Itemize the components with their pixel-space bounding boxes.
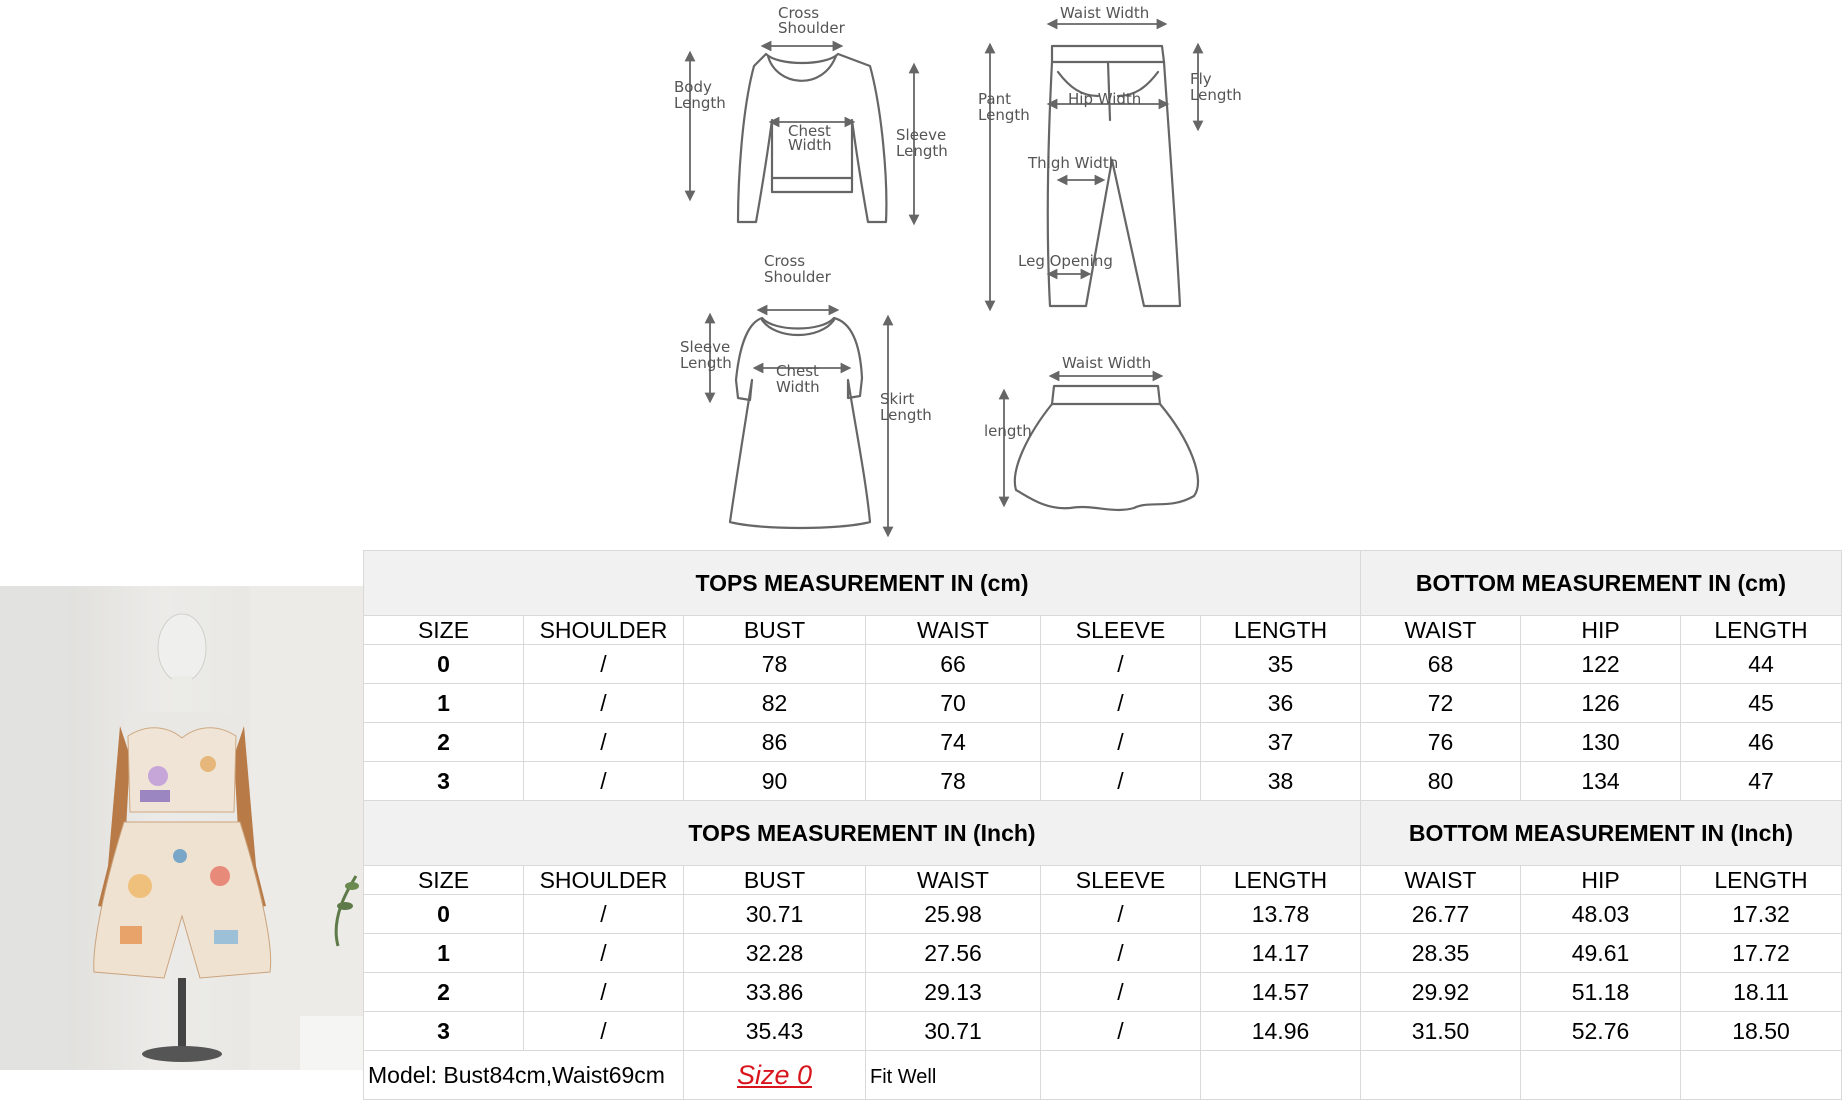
dress-sleeve-length-label-2: Length — [680, 354, 732, 372]
table-cell: 30.71 — [866, 1012, 1041, 1051]
skirt-sketch — [984, 354, 1198, 510]
table-cell: 18.11 — [1681, 973, 1842, 1012]
size-cell: 3 — [364, 1012, 524, 1051]
table-cell: 25.98 — [866, 895, 1041, 934]
size-cell: 0 — [364, 645, 524, 684]
leg-opening-label: Leg Opening — [1018, 252, 1113, 270]
body-length-label-2: Length — [674, 94, 726, 112]
table-cell: 13.78 — [1201, 895, 1361, 934]
chest-width-label: Chest — [788, 122, 831, 140]
size-cell: 2 — [364, 723, 524, 762]
size-cell: 1 — [364, 684, 524, 723]
table-cell: 26.77 — [1361, 895, 1521, 934]
inch-table-header — [364, 801, 1842, 866]
size-cell: 0 — [364, 895, 524, 934]
table-cell: 76 — [1361, 723, 1521, 762]
empty-cell — [1521, 1051, 1681, 1100]
table-cell: 74 — [866, 723, 1041, 762]
column-header: HIP — [1521, 866, 1681, 895]
column-header: LENGTH — [1681, 866, 1842, 895]
table-cell: 35.43 — [684, 1012, 866, 1051]
pant-length-label-2: Length — [978, 106, 1030, 124]
table-cell: 37 — [1201, 723, 1361, 762]
skirt-length-short-label: length — [984, 422, 1032, 440]
table-cell: 90 — [684, 762, 866, 801]
table-cell: 46 — [1681, 723, 1842, 762]
table-cell: 29.13 — [866, 973, 1041, 1012]
table-cell: 52.76 — [1521, 1012, 1681, 1051]
table-row — [364, 645, 1842, 684]
table-row — [364, 723, 1842, 762]
column-header: SLEEVE — [1041, 616, 1201, 645]
table-cell: 66 — [866, 645, 1041, 684]
table-row — [364, 1012, 1842, 1051]
column-header: HIP — [1521, 616, 1681, 645]
table-cell: 68 — [1361, 645, 1521, 684]
bottom-inch-title: BOTTOM MEASUREMENT IN (Inch) — [1361, 801, 1842, 866]
chest-width-label-2: Width — [788, 136, 832, 154]
table-cell: / — [524, 645, 684, 684]
skirt-length-label: Skirt — [880, 390, 915, 408]
mannequin-outfit-photo — [0, 586, 363, 1070]
table-cell: 70 — [866, 684, 1041, 723]
waist-width-label: Waist Width — [1060, 4, 1150, 22]
table-cell: / — [1041, 684, 1201, 723]
mannequin-illustration — [0, 586, 363, 1070]
table-cell: 86 — [684, 723, 866, 762]
column-header: SHOULDER — [524, 616, 684, 645]
table-cell: 27.56 — [866, 934, 1041, 973]
table-cell: / — [1041, 723, 1201, 762]
empty-cell — [1361, 1051, 1521, 1100]
size-note: Size 0 — [736, 1059, 813, 1090]
table-cell: 17.72 — [1681, 934, 1842, 973]
table-cell: 30.71 — [684, 895, 866, 934]
fit-note-cell — [866, 1051, 1041, 1100]
dress-cross-shoulder-label: Cross — [764, 252, 806, 270]
table-cell: 126 — [1521, 684, 1681, 723]
column-header: WAIST — [1361, 616, 1521, 645]
table-cell: 72 — [1361, 684, 1521, 723]
fly-length-label: Fly — [1190, 70, 1212, 88]
pant-length-label: Pant — [978, 90, 1011, 108]
column-header: BUST — [684, 616, 866, 645]
table-cell: 36 — [1201, 684, 1361, 723]
size-cell: 2 — [364, 973, 524, 1012]
skirt-waist-width-label: Waist Width — [1062, 354, 1152, 372]
pants-sketch — [978, 4, 1242, 306]
table-cell: 122 — [1521, 645, 1681, 684]
table-cell: 48.03 — [1521, 895, 1681, 934]
table-cell: / — [524, 723, 684, 762]
tops-cm-title: TOPS MEASUREMENT IN (cm) — [364, 551, 1361, 616]
table-cell: / — [524, 934, 684, 973]
column-header: SHOULDER — [524, 866, 684, 895]
model-note-cell — [364, 1051, 684, 1100]
table-cell: 35 — [1201, 645, 1361, 684]
cm-column-headers — [364, 616, 1842, 645]
table-cell: / — [1041, 1012, 1201, 1051]
dress-chest-width-label-2: Width — [776, 378, 820, 396]
dress-cross-shoulder-label-2: Shoulder — [764, 268, 831, 286]
column-header: WAIST — [1361, 866, 1521, 895]
cm-table-header — [364, 551, 1842, 616]
inch-column-headers — [364, 866, 1842, 895]
model-footer-row — [364, 1051, 1842, 1100]
table-row — [364, 973, 1842, 1012]
table-cell: / — [524, 684, 684, 723]
table-cell: 45 — [1681, 684, 1842, 723]
table-cell: 18.50 — [1681, 1012, 1842, 1051]
size-note-cell — [684, 1051, 866, 1100]
table-cell: 130 — [1521, 723, 1681, 762]
empty-cell — [1201, 1051, 1361, 1100]
table-row — [364, 934, 1842, 973]
table-cell: 14.96 — [1201, 1012, 1361, 1051]
table-cell: 134 — [1521, 762, 1681, 801]
table-cell: / — [1041, 934, 1201, 973]
table-cell: 33.86 — [684, 973, 866, 1012]
table-cell: 14.57 — [1201, 973, 1361, 1012]
sleeve-length-label: Sleeve — [896, 126, 947, 144]
dress-sleeve-length-label: Sleeve — [680, 338, 731, 356]
column-header: SLEEVE — [1041, 866, 1201, 895]
model-note: Model: Bust84cm,Waist69cm — [368, 1061, 665, 1088]
table-row — [364, 684, 1842, 723]
table-cell: 51.18 — [1521, 973, 1681, 1012]
table-cell: / — [1041, 645, 1201, 684]
table-cell: 78 — [866, 762, 1041, 801]
table-cell: 28.35 — [1361, 934, 1521, 973]
table-cell: 44 — [1681, 645, 1842, 684]
table-cell: 14.17 — [1201, 934, 1361, 973]
bottom-cm-title: BOTTOM MEASUREMENT IN (cm) — [1361, 551, 1842, 616]
column-header: LENGTH — [1201, 616, 1361, 645]
table-row — [364, 895, 1842, 934]
table-cell: 80 — [1361, 762, 1521, 801]
column-header: WAIST — [866, 866, 1041, 895]
tops-inch-title: TOPS MEASUREMENT IN (Inch) — [364, 801, 1361, 866]
cross-shoulder-label-2: Shoulder — [778, 19, 845, 37]
column-header: WAIST — [866, 616, 1041, 645]
dress-chest-width-label: Chest — [776, 362, 819, 380]
dress-sketch — [680, 252, 932, 532]
table-cell: / — [1041, 762, 1201, 801]
table-cell: 78 — [684, 645, 866, 684]
table-cell: / — [524, 1012, 684, 1051]
table-cell: 17.32 — [1681, 895, 1842, 934]
empty-cell — [1041, 1051, 1201, 1100]
measurement-diagram — [650, 0, 1270, 548]
table-cell: 32.28 — [684, 934, 866, 973]
column-header: SIZE — [364, 866, 524, 895]
table-cell: / — [524, 973, 684, 1012]
body-length-label: Body — [674, 78, 712, 96]
skirt-length-label-2: Length — [880, 406, 932, 424]
table-cell: 49.61 — [1521, 934, 1681, 973]
size-cell: 1 — [364, 934, 524, 973]
table-cell: / — [1041, 973, 1201, 1012]
column-header: SIZE — [364, 616, 524, 645]
size-cell: 3 — [364, 762, 524, 801]
column-header: LENGTH — [1681, 616, 1842, 645]
size-chart-table — [363, 550, 1842, 1100]
table-cell: / — [524, 762, 684, 801]
fly-length-label-2: Length — [1190, 86, 1242, 104]
column-header: BUST — [684, 866, 866, 895]
top-sketch — [674, 4, 948, 222]
table-cell: 29.92 — [1361, 973, 1521, 1012]
table-cell: 38 — [1201, 762, 1361, 801]
table-row — [364, 762, 1842, 801]
column-header: LENGTH — [1201, 866, 1361, 895]
cross-shoulder-label: Cross — [778, 4, 820, 22]
empty-cell — [1681, 1051, 1842, 1100]
fit-note: Fit Well — [870, 1065, 937, 1088]
table-cell: 47 — [1681, 762, 1842, 801]
table-cell: 31.50 — [1361, 1012, 1521, 1051]
thigh-width-label: Thigh Width — [1028, 154, 1119, 172]
table-cell: 82 — [684, 684, 866, 723]
sleeve-length-label-2: Length — [896, 142, 948, 160]
hip-width-label: Hip Width — [1068, 90, 1142, 108]
table-cell: / — [1041, 895, 1201, 934]
table-cell: / — [524, 895, 684, 934]
